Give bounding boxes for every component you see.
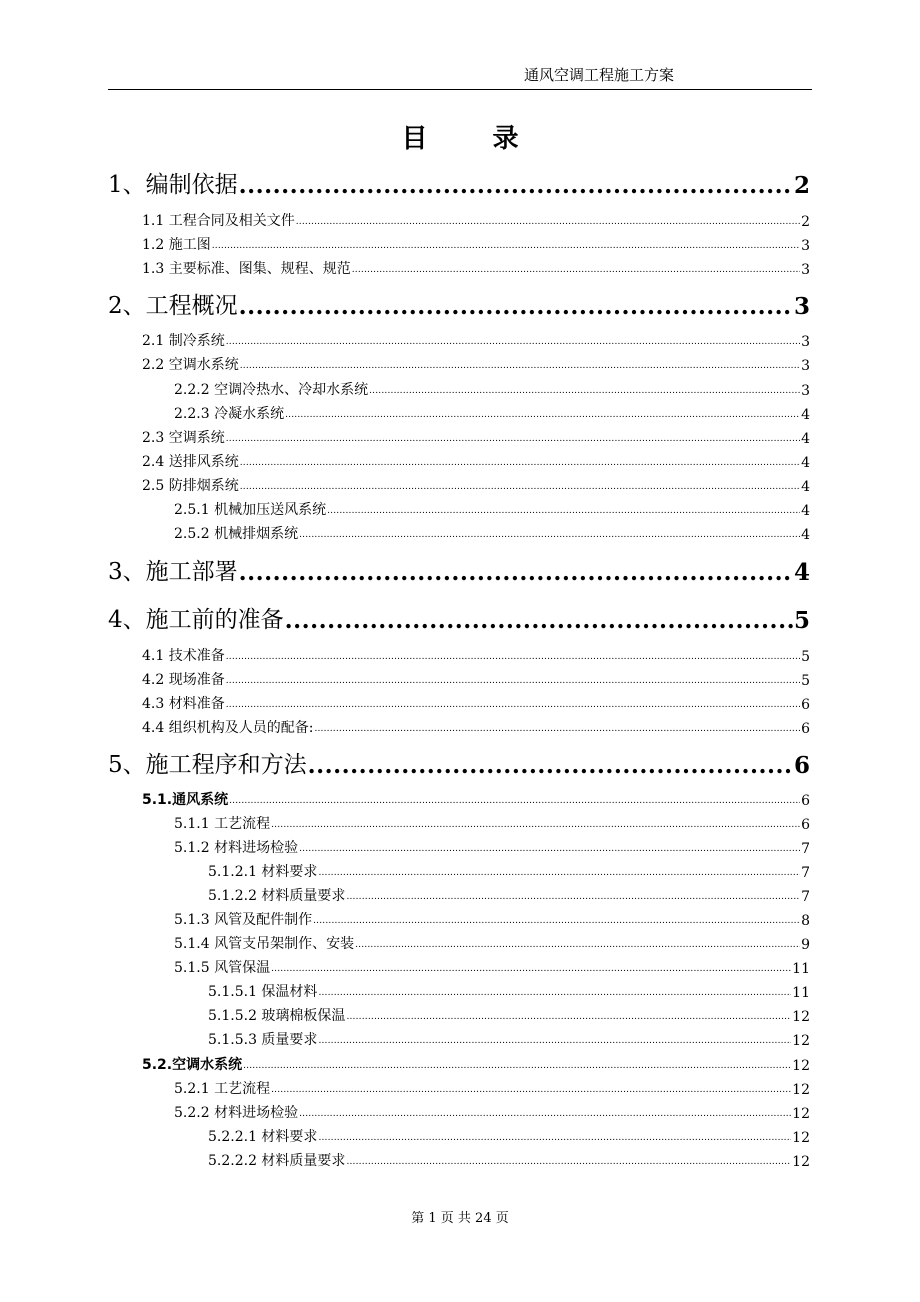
toc-dot-leader <box>212 241 800 254</box>
toc-entry[interactable] <box>142 1054 810 1074</box>
toc-entry-label: 2.5.1 机械加压送风系统 <box>174 502 327 518</box>
toc-entry-page-number: 4 <box>801 407 810 423</box>
toc-entry-label: 1、编制依据 <box>108 172 238 198</box>
toc-entry-page-number: 4 <box>801 527 810 543</box>
toc-entry[interactable] <box>208 1150 810 1170</box>
toc-entry-page-number: 4 <box>801 503 810 519</box>
toc-dot-leader <box>271 964 791 977</box>
toc-entry[interactable] <box>208 861 810 881</box>
toc-dot-leader <box>318 988 791 1001</box>
toc-entry-page-number: 11 <box>792 985 810 1001</box>
toc-entry[interactable] <box>142 645 810 665</box>
toc-entry-page-number: 12 <box>792 1082 810 1098</box>
toc-entry[interactable] <box>208 1126 810 1146</box>
toc-entry-page-number: 12 <box>792 1009 810 1025</box>
toc-entry-label: 5.2.1 工艺流程 <box>174 1081 271 1097</box>
toc-entry-page-number: 6 <box>793 752 810 779</box>
toc-dot-leader <box>318 868 800 881</box>
toc-entry-label: 5.1.3 风管及配件制作 <box>174 912 313 928</box>
toc-entry-page-number: 9 <box>801 937 810 953</box>
toc-entry-page-number: 8 <box>801 913 810 929</box>
toc-dot-leader <box>240 361 800 374</box>
running-header-title: 通风空调工程施工方案 <box>524 66 675 84</box>
toc-entry-page-number: 6 <box>801 793 810 809</box>
toc-entry-label: 2.2.3 冷凝水系统 <box>174 406 285 422</box>
toc-entry[interactable] <box>174 403 810 423</box>
toc-entry-label: 5.1.5.1 保温材料 <box>208 984 318 1000</box>
toc-entry-page-number: 5 <box>801 649 810 665</box>
toc-entry[interactable] <box>108 604 810 634</box>
toc-entry-label: 1.1 工程合同及相关文件 <box>142 213 295 229</box>
toc-entry[interactable] <box>208 1029 810 1049</box>
toc-entry[interactable] <box>142 717 810 737</box>
toc-entry[interactable] <box>208 1005 810 1025</box>
toc-entry-page-number: 12 <box>792 1130 810 1146</box>
toc-entry-page-number: 2 <box>801 214 810 230</box>
toc-dot-leader <box>226 434 800 447</box>
toc-entry-label: 5.2.2.2 材料质量要求 <box>208 1153 346 1169</box>
toc-dot-leader <box>243 1061 791 1074</box>
toc-entry-page-number: 3 <box>801 334 810 350</box>
toc-entry[interactable] <box>174 813 810 833</box>
toc-entry-page-number: 4 <box>793 559 810 586</box>
toc-entry-label: 4.4 组织机构及人员的配备: <box>142 720 314 736</box>
toc-entry[interactable] <box>174 1078 810 1098</box>
toc-entry[interactable] <box>142 451 810 471</box>
toc-entry-page-number: 4 <box>801 431 810 447</box>
toc-entry-label: 5.1.5 风管保温 <box>174 960 271 976</box>
toc-entry-label: 5.2.2 材料进场检验 <box>174 1105 299 1121</box>
toc-entry-label: 2.4 送排风系统 <box>142 454 239 470</box>
toc-entry-label: 2、工程概况 <box>108 293 238 319</box>
toc-entry[interactable] <box>142 789 810 809</box>
toc-dot-leader <box>271 1085 791 1098</box>
toc-dot-leader <box>239 293 793 320</box>
toc-dot-leader <box>318 1036 791 1049</box>
toc-dot-leader <box>308 752 793 779</box>
toc-dot-leader <box>299 844 800 857</box>
toc-entry-page-number: 7 <box>801 841 810 857</box>
toc-entry-label: 2.2 空调水系统 <box>142 357 239 373</box>
toc-entry[interactable] <box>174 523 810 543</box>
toc-entry-page-number: 3 <box>801 358 810 374</box>
toc-entry[interactable] <box>208 885 810 905</box>
toc-entry[interactable] <box>142 210 810 230</box>
toc-entry-page-number: 12 <box>792 1106 810 1122</box>
toc-entry[interactable] <box>142 258 810 278</box>
toc-entry-page-number: 3 <box>801 262 810 278</box>
toc-entry-page-number: 12 <box>792 1154 810 1170</box>
page-footer: 第 1 页 共 24 页 <box>411 1211 509 1226</box>
toc-entry-page-number: 12 <box>792 1033 810 1049</box>
toc-entry-page-number: 5 <box>801 673 810 689</box>
toc-dot-leader <box>226 337 800 350</box>
toc-entry[interactable] <box>108 290 810 320</box>
toc-entry-label: 2.5.2 机械排烟系统 <box>174 526 299 542</box>
toc-entry[interactable] <box>108 169 810 199</box>
toc-entry-label: 2.2.2 空调冷热水、冷却水系统 <box>174 382 369 398</box>
toc-entry[interactable] <box>142 427 810 447</box>
toc-dot-leader <box>226 652 800 665</box>
toc-entry-label: 5.1.4 风管支吊架制作、安装 <box>174 936 355 952</box>
toc-entry-label: 4.2 现场准备 <box>142 672 225 688</box>
toc-entry[interactable] <box>108 749 810 779</box>
toc-entry[interactable] <box>108 556 810 586</box>
toc-entry-label: 5.2.2.1 材料要求 <box>208 1129 318 1145</box>
toc-entry-label: 4.1 技术准备 <box>142 648 225 664</box>
toc-entry-label: 5.2.空调水系统 <box>142 1057 243 1073</box>
toc-entry-label: 1.3 主要标准、图集、规程、规范 <box>142 261 351 277</box>
toc-entry-label: 5.1.2.1 材料要求 <box>208 864 318 880</box>
toc-dot-leader <box>355 940 800 953</box>
toc-dot-leader <box>314 724 800 737</box>
toc-dot-leader <box>299 530 800 543</box>
toc-entry-page-number: 6 <box>801 697 810 713</box>
toc-entry[interactable] <box>174 957 810 977</box>
toc-entry[interactable] <box>142 669 810 689</box>
toc-dot-leader <box>229 796 800 809</box>
toc-entry[interactable] <box>142 330 810 350</box>
toc-entry[interactable] <box>142 234 810 254</box>
toc-entry[interactable] <box>142 693 810 713</box>
toc-entry-page-number: 4 <box>801 479 810 495</box>
toc-entry[interactable] <box>174 837 810 857</box>
toc-entry-label: 5.1.5.3 质量要求 <box>208 1032 318 1048</box>
toc-dot-leader <box>313 916 800 929</box>
toc-entry[interactable] <box>174 379 810 399</box>
toc-entry-label: 5.1.通风系统 <box>142 792 229 808</box>
toc-entry[interactable] <box>174 909 810 929</box>
toc-dot-leader <box>226 700 800 713</box>
toc-dot-leader <box>285 607 793 634</box>
toc-entry-label: 5.1.2.2 材料质量要求 <box>208 888 346 904</box>
toc-heading: 目 录 <box>401 124 547 154</box>
toc-entry[interactable] <box>174 499 810 519</box>
toc-dot-leader <box>239 559 793 586</box>
toc-entry-label: 5.1.2 材料进场检验 <box>174 840 299 856</box>
toc-entry-page-number: 7 <box>801 889 810 905</box>
toc-entry-label: 4.3 材料准备 <box>142 696 225 712</box>
toc-entry-label: 3、施工部署 <box>108 559 238 585</box>
toc-entry[interactable] <box>174 1102 810 1122</box>
toc-dot-leader <box>299 1109 791 1122</box>
toc-dot-leader <box>296 217 800 230</box>
toc-dot-leader <box>271 820 800 833</box>
toc-dot-leader <box>346 892 800 905</box>
toc-entry-label: 5、施工程序和方法 <box>108 752 307 778</box>
toc-entry-label: 1.2 施工图 <box>142 237 211 253</box>
toc-entry-page-number: 3 <box>801 383 810 399</box>
toc-entry-page-number: 3 <box>793 293 810 320</box>
toc-dot-leader <box>226 676 800 689</box>
toc-entry-page-number: 11 <box>792 961 810 977</box>
toc-entry[interactable] <box>142 475 810 495</box>
toc-entry-label: 5.1.1 工艺流程 <box>174 816 271 832</box>
toc-entry-page-number: 5 <box>793 607 810 634</box>
toc-entry-page-number: 2 <box>793 172 810 199</box>
toc-entry-label: 2.1 制冷系统 <box>142 333 225 349</box>
toc-entry-label: 5.1.5.2 玻璃棉板保温 <box>208 1008 346 1024</box>
toc-dot-leader <box>285 410 800 423</box>
toc-dot-leader <box>369 386 800 399</box>
toc-dot-leader <box>240 458 800 471</box>
toc-dot-leader <box>239 172 793 199</box>
toc-entry-page-number: 3 <box>801 238 810 254</box>
toc-entry-label: 4、施工前的准备 <box>108 607 284 633</box>
toc-dot-leader <box>240 482 800 495</box>
toc-entry-page-number: 4 <box>801 455 810 471</box>
toc-entry[interactable] <box>142 354 810 374</box>
toc-dot-leader <box>318 1133 791 1146</box>
toc-dot-leader <box>346 1012 791 1025</box>
toc-entry-label: 2.3 空调系统 <box>142 430 225 446</box>
toc-entry-page-number: 12 <box>792 1058 810 1074</box>
toc-entry[interactable] <box>208 981 810 1001</box>
toc-dot-leader <box>327 506 800 519</box>
toc-dot-leader <box>346 1157 791 1170</box>
toc-dot-leader <box>352 265 800 278</box>
toc-entry[interactable] <box>174 933 810 953</box>
toc-entry-page-number: 6 <box>801 817 810 833</box>
toc-entry-label: 2.5 防排烟系统 <box>142 478 239 494</box>
toc-entry-page-number: 7 <box>801 865 810 881</box>
toc-entry-page-number: 6 <box>801 721 810 737</box>
